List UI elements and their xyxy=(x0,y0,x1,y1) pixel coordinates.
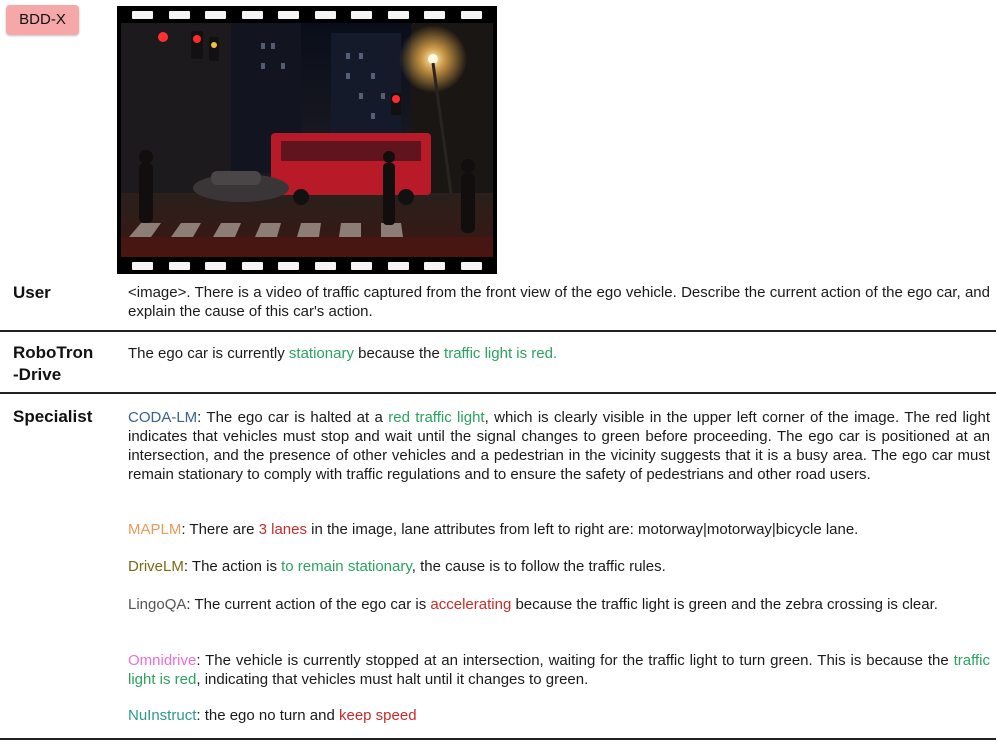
drivelm-highlight: to remain stationary xyxy=(281,558,412,575)
omnidrive-highlight: traffic light is red xyxy=(128,652,990,688)
robotron-text-b: because the xyxy=(353,345,445,362)
film-perforations-bottom xyxy=(117,257,497,274)
drivelm-text-b: , the cause is to follow the traffic rules. xyxy=(411,558,666,575)
omnidrive-model-name: Omnidrive xyxy=(128,652,197,669)
nuinstruct-model-name: NuInstruct xyxy=(128,707,197,724)
coda-lm-highlight: red traffic light xyxy=(388,409,485,426)
lingoqa-highlight: accelerating xyxy=(430,596,512,613)
coda-lm-text-a: : The ego car is halted at a xyxy=(197,409,389,426)
robotron-label-line2: -Drive xyxy=(13,365,62,384)
divider xyxy=(0,392,996,394)
robotron-answer xyxy=(128,344,990,363)
nuinstruct-text-a: : the ego no turn and xyxy=(196,707,339,724)
coda-lm-model-name: CODA-LM xyxy=(128,409,198,426)
lingoqa-text-a: : The current action of the ego car is xyxy=(186,596,431,613)
lingoqa-answer xyxy=(128,595,990,614)
maplm-text-b: in the image, lane attributes from left to right are: motorway|motorway|bicycle lane. xyxy=(306,521,859,538)
dataset-badge: BDD-X xyxy=(6,5,79,35)
nuinstruct-highlight: keep speed xyxy=(338,707,417,724)
coda-lm-text-b: , which is clearly visible in the upper left corner of the image. The red light indicates that vehicles must stop and wait until the signal changes to green before proceeding. The ego car is positioned at an intersection, and the presence of other vehicles and a pedestrian in the vicinity suggests that it is a busy area. The ego car must remain stationary to comply with traffic regulations and to ensure the safety of pedestrians and other road users. xyxy=(128,409,990,483)
robotron-highlight-red-light: traffic light is red. xyxy=(444,345,558,362)
omnidrive-text-b: , indicating that vehicles must halt until it changes to green. xyxy=(196,671,589,688)
maplm-highlight: 3 lanes xyxy=(258,521,307,538)
robotron-label xyxy=(13,342,93,386)
film-perforations-top xyxy=(117,6,497,23)
drivelm-answer xyxy=(128,557,990,576)
lingoqa-text-b: because the traffic light is green and the zebra crossing is clear. xyxy=(511,596,938,613)
robotron-text-a: The ego car is currently xyxy=(128,345,289,362)
video-frame xyxy=(117,6,497,274)
divider xyxy=(0,330,996,332)
lingoqa-model-name: LingoQA xyxy=(128,596,187,613)
coda-lm-answer xyxy=(128,408,990,484)
user-label: User xyxy=(13,283,51,302)
nuinstruct-answer xyxy=(128,706,990,725)
maplm-text-a: : There are xyxy=(181,521,259,538)
traffic-scene-image xyxy=(121,23,493,257)
drivelm-text-a: : The action is xyxy=(183,558,282,575)
omnidrive-answer xyxy=(128,651,990,689)
specialist-label: Specialist xyxy=(13,407,93,426)
divider xyxy=(0,738,996,740)
maplm-answer xyxy=(128,520,990,539)
robotron-label-line1: RoboTron xyxy=(13,343,94,362)
user-prompt: <image>. There is a video of traffic captured from the front view of the ego vehicle. Describe the current action of the ego car, and explain the cause of this car's action. xyxy=(128,284,990,320)
drivelm-model-name: DriveLM xyxy=(128,558,184,575)
omnidrive-text-a: : The vehicle is currently stopped at an intersection, waiting for the traffic light to turn green. This is because the xyxy=(196,652,954,669)
robotron-highlight-stationary: stationary xyxy=(288,345,354,362)
maplm-model-name: MAPLM xyxy=(128,521,182,538)
